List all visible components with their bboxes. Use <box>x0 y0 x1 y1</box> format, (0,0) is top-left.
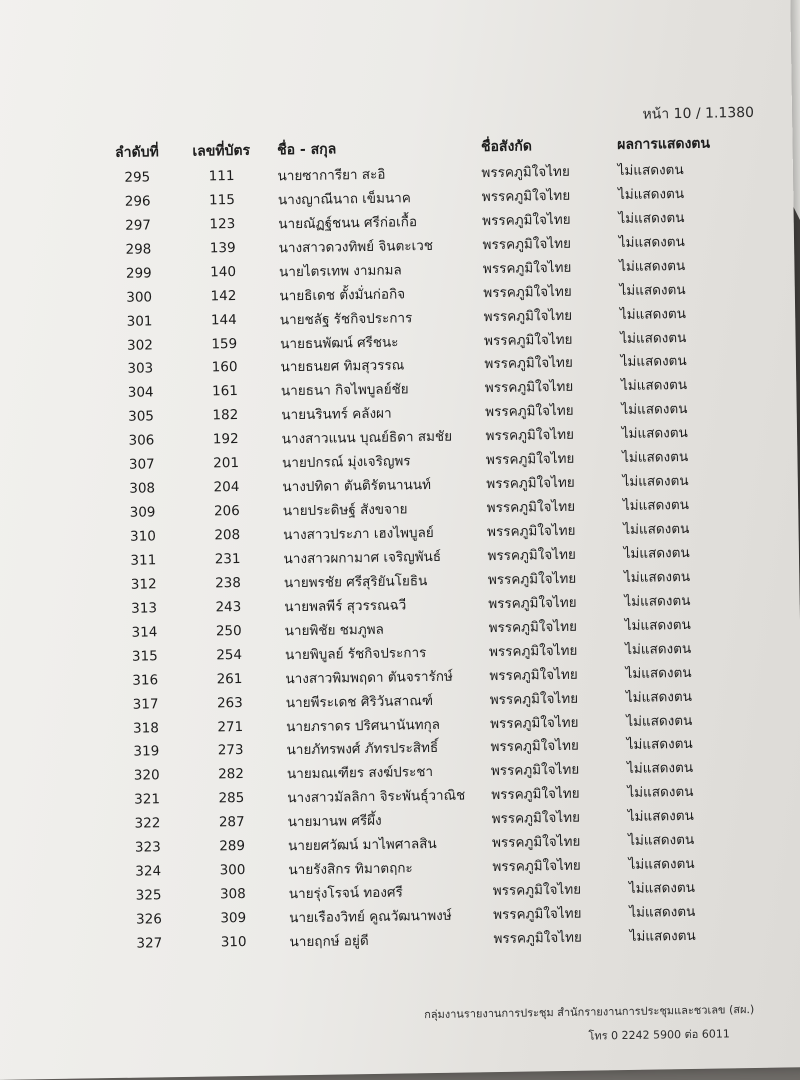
cell-name: นายฤกษ์ อยู่ดี <box>289 932 369 951</box>
cell-name: นายณัฏฐ์ชนน ศรีก่อเกื้อ <box>278 214 418 233</box>
cell-result: ไม่แสดงตน <box>625 688 693 706</box>
cell-result: ไม่แสดงตน <box>617 161 684 179</box>
cell-party: พรรคภูมิใจไทย <box>493 929 582 948</box>
cell-seq: 321 <box>134 791 161 809</box>
cell-seq: 303 <box>127 360 154 378</box>
header-result: ผลการแสดงตน <box>617 135 711 154</box>
cell-seq: 300 <box>126 288 153 306</box>
cell-seq: 318 <box>132 719 159 737</box>
cell-result: ไม่แสดงตน <box>626 712 693 730</box>
cell-name: นายรังสิกร ทิมาตฤกะ <box>288 860 413 879</box>
cell-seq: 319 <box>133 743 160 761</box>
cell-result: ไม่แสดงตน <box>625 664 692 682</box>
cell-name: นายธนพัฒน์ ศรีชนะ <box>280 334 399 352</box>
page-number: หน้า 10 / 1.1380 <box>642 104 755 123</box>
cell-party: พรรคภูมิใจไทย <box>483 307 573 325</box>
cell-result: ไม่แสดงตน <box>623 544 690 562</box>
cell-card-number: 310 <box>220 933 247 951</box>
cell-card-number: 285 <box>218 790 245 807</box>
cell-party: พรรคภูมิใจไทย <box>484 355 573 373</box>
cell-result: ไม่แสดงตน <box>628 879 696 898</box>
cell-card-number: 115 <box>208 191 236 209</box>
cell-name: นางญาณีนาถ เข็มนาค <box>277 190 411 209</box>
cell-party: พรรคภูมิใจไทย <box>493 905 582 924</box>
cell-seq: 310 <box>129 528 156 545</box>
cell-card-number: 208 <box>214 527 241 544</box>
cell-card-number: 192 <box>212 431 239 448</box>
cell-seq: 320 <box>133 767 160 785</box>
cell-seq: 317 <box>132 695 159 713</box>
cell-seq: 309 <box>129 504 156 521</box>
cell-card-number: 300 <box>219 862 246 879</box>
cell-name: นางสาวมัลลิกา จิระพันธุ์วาณิช <box>287 787 466 807</box>
cell-result: ไม่แสดงตน <box>617 185 685 203</box>
cell-name: นายธิเดช ตั้งมั่นก่อกิจ <box>279 286 406 304</box>
cell-result: ไม่แสดงตน <box>626 736 693 754</box>
cell-card-number: 309 <box>220 909 247 927</box>
cell-result: ไม่แสดงตน <box>619 281 686 299</box>
cell-name: นายภราดร ปริศนานันทกุล <box>286 716 441 735</box>
cell-party: พรรคภูมิใจไทย <box>491 786 580 804</box>
footer-office: กลุ่มงานรายงานการประชุม สำนักรายงานการประชุมและชวเลข (สผ.) <box>424 1002 755 1022</box>
cell-seq: 315 <box>131 648 158 665</box>
cell-party: พรรคภูมิใจไทย <box>482 259 572 277</box>
cell-result: ไม่แสดงตน <box>627 784 694 802</box>
cell-seq: 304 <box>127 384 154 402</box>
cell-card-number: 250 <box>215 622 242 640</box>
cell-result: ไม่แสดงตน <box>622 473 689 491</box>
cell-name: นางสาวพิมพฤดา ตันจรารักษ์ <box>285 668 453 687</box>
cell-party: พรรคภูมิใจไทย <box>486 498 576 517</box>
cell-seq: 307 <box>128 456 155 473</box>
cell-card-number: 123 <box>209 215 236 233</box>
cell-party: พรรคภูมิใจไทย <box>490 738 579 756</box>
cell-result: ไม่แสดงตน <box>620 353 687 371</box>
cell-name: นายรุ่งโรจน์ ทองศรี <box>288 884 403 903</box>
cell-card-number: 243 <box>215 598 242 616</box>
cell-name: นายชลัฐ รัชกิจประการ <box>279 309 413 328</box>
cell-party: พรรคภูมิใจไทย <box>488 594 577 612</box>
cell-party: พรรคภูมิใจไทย <box>492 881 582 900</box>
cell-result: ไม่แสดงตน <box>625 640 692 658</box>
cell-name: นางสาวแนน บุณย์ธิดา สมชัย <box>281 428 453 448</box>
cell-seq: 298 <box>125 241 152 258</box>
cell-name: นางสาวดวงทิพย์ จินตะเวช <box>278 237 434 257</box>
cell-result: ไม่แสดงตน <box>629 927 696 945</box>
cell-result: ไม่แสดงตน <box>618 209 685 227</box>
cell-party: พรรคภูมิใจไทย <box>487 570 577 589</box>
cell-seq: 301 <box>126 312 153 330</box>
cell-card-number: 140 <box>210 263 237 281</box>
header-seq: ลำดับที่ <box>114 144 159 161</box>
cell-party: พรรคภูมิใจไทย <box>486 522 576 541</box>
cell-result: ไม่แสดงตน <box>628 856 695 874</box>
cell-party: พรรคภูมิใจไทย <box>488 642 578 660</box>
cell-name: นายพลพีร์ สุวรรณฉวี <box>284 597 407 616</box>
cell-party: พรรคภูมิใจไทย <box>492 857 581 876</box>
header-card-number: เลขที่บัตร <box>192 142 251 160</box>
cell-name: นายภัทรพงศ์ ภัทรประสิทธิ์ <box>286 740 439 759</box>
cell-seq: 312 <box>130 576 157 593</box>
cell-seq: 299 <box>125 265 152 282</box>
cell-card-number: 159 <box>211 335 238 352</box>
cell-seq: 295 <box>124 169 151 186</box>
cell-party: พรรคภูมิใจไทย <box>489 690 579 708</box>
cell-result: ไม่แสดงตน <box>622 497 690 515</box>
cell-name: นายมณเฑียร สงฆ์ประชา <box>286 764 434 783</box>
cell-card-number: 144 <box>210 311 237 329</box>
attendance-table <box>94 130 757 956</box>
cell-seq: 326 <box>135 911 162 928</box>
cell-card-number: 204 <box>213 479 240 496</box>
cell-name: นายประดิษฐ์ สังขจาย <box>282 501 408 520</box>
table-body <box>95 156 757 956</box>
header-name: ชื่อ - สกุล <box>277 141 337 159</box>
cell-party: พรรคภูมิใจไทย <box>491 833 581 852</box>
cell-seq: 314 <box>131 624 158 641</box>
cell-name: นายเรืองวิทย์ คูณวัฒนาพงษ์ <box>289 907 452 927</box>
cell-name: นางปทิดา ตันติรัตนานนท์ <box>282 477 432 496</box>
cell-card-number: 271 <box>217 718 244 735</box>
cell-party: พรรคภูมิใจไทย <box>483 283 572 301</box>
cell-party: พรรคภูมิใจไทย <box>490 714 579 732</box>
cell-name: นายพีระเดช ศิริวันสาณฑ์ <box>285 692 434 711</box>
cell-result: ไม่แสดงตน <box>623 520 690 538</box>
cell-card-number: 201 <box>213 455 240 472</box>
cell-seq: 316 <box>132 671 159 689</box>
cell-seq: 306 <box>128 432 155 450</box>
cell-seq: 305 <box>128 408 155 426</box>
cell-seq: 323 <box>134 839 161 856</box>
cell-card-number: 206 <box>213 503 240 520</box>
cell-result: ไม่แสดงตน <box>621 401 688 419</box>
cell-party: พรรคภูมิใจไทย <box>484 379 574 397</box>
cell-name: นายนรินทร์ คลังผา <box>281 405 392 424</box>
cell-result: ไม่แสดงตน <box>619 305 686 323</box>
cell-seq: 327 <box>136 935 163 952</box>
cell-result: ไม่แสดงตน <box>627 808 694 826</box>
cell-seq: 311 <box>130 552 157 569</box>
cell-party: พรรคภูมิใจไทย <box>489 666 578 684</box>
cell-result: ไม่แสดงตน <box>618 233 685 251</box>
cell-party: พรรคภูมิใจไทย <box>488 618 578 636</box>
cell-name: นายพรชัย ศรีสุริยันโยธิน <box>283 572 428 592</box>
cell-result: ไม่แสดงตน <box>628 832 695 850</box>
cell-party: พรรคภูมิใจไทย <box>486 474 575 493</box>
cell-seq: 302 <box>126 336 153 354</box>
cell-seq: 322 <box>134 815 161 832</box>
cell-card-number: 261 <box>216 670 243 688</box>
cell-card-number: 182 <box>212 407 239 424</box>
cell-card-number: 254 <box>216 646 243 664</box>
cell-card-number: 308 <box>219 886 246 903</box>
cell-party: พรรคภูมิใจไทย <box>482 235 572 253</box>
cell-party: พรรคภูมิใจไทย <box>490 762 580 780</box>
cell-result: ไม่แสดงตน <box>624 616 691 634</box>
cell-party: พรรคภูมิใจไทย <box>481 163 570 182</box>
cell-card-number: 139 <box>209 239 236 257</box>
cell-party: พรรคภูมิใจไทย <box>487 546 576 565</box>
cell-party: พรรคภูมิใจไทย <box>485 427 575 445</box>
cell-seq: 308 <box>129 480 156 497</box>
cell-result: ไม่แสดงตน <box>620 377 688 395</box>
header-party: ชื่อสังกัด <box>480 138 533 156</box>
cell-result: ไม่แสดงตน <box>623 568 691 586</box>
cell-name: นายพิบูลย์ รัชกิจประการ <box>284 644 427 664</box>
cell-result: ไม่แสดงตน <box>621 425 688 443</box>
cell-card-number: 111 <box>208 167 235 185</box>
cell-result: ไม่แสดงตน <box>629 903 696 921</box>
cell-seq: 297 <box>125 217 152 234</box>
cell-card-number: 231 <box>214 550 241 568</box>
cell-name: นางสาวผกามาศ เจริญพันธ์ <box>283 548 442 568</box>
cell-seq: 296 <box>124 193 151 210</box>
cell-party: พรรคภูมิใจไทย <box>481 187 571 206</box>
cell-seq: 313 <box>131 600 158 617</box>
cell-card-number: 160 <box>211 359 238 376</box>
cell-name: นายยศวัฒน์ มาไพศาลสิน <box>287 836 437 855</box>
cell-name: นายธนา กิจไพบูลย์ชัย <box>280 381 409 400</box>
cell-result: ไม่แสดงตน <box>620 329 687 347</box>
footer-phone: โทร 0 2242 5900 ต่อ 6011 <box>588 1027 730 1043</box>
cell-card-number: 282 <box>218 766 245 783</box>
cell-result: ไม่แสดงตน <box>619 257 686 275</box>
cell-party: พรรคภูมิใจไทย <box>482 211 571 229</box>
cell-party: พรรคภูมิใจไทย <box>483 331 573 349</box>
cell-party: พรรคภูมิใจไทย <box>485 450 575 469</box>
cell-name: นายพิชัย ชมภูพล <box>284 621 384 640</box>
cell-seq: 324 <box>135 863 162 880</box>
cell-card-number: 273 <box>217 742 244 759</box>
cell-card-number: 263 <box>216 694 243 711</box>
cell-name: นายปกรณ์ มุ่งเจริญพร <box>281 453 411 472</box>
cell-result: ไม่แสดงตน <box>622 449 689 467</box>
cell-card-number: 161 <box>211 383 239 400</box>
cell-card-number: 287 <box>218 814 245 831</box>
cell-name: นายซาการียา สะอิ <box>277 166 386 185</box>
cell-name: นายไตรเทพ งามกมล <box>278 262 402 281</box>
cell-card-number: 142 <box>210 287 237 305</box>
cell-seq: 325 <box>135 887 162 904</box>
cell-party: พรรคภูมิใจไทย <box>491 809 581 828</box>
cell-card-number: 289 <box>219 838 246 855</box>
cell-name: นางสาวประภา เฮงไพบูลย์ <box>283 524 434 544</box>
cell-card-number: 238 <box>215 574 242 592</box>
cell-name: นายมานพ ศรีผึ้ง <box>287 813 382 831</box>
cell-name: นายธนยศ ทิมสุวรรณ <box>280 357 405 376</box>
cell-party: พรรคภูมิใจไทย <box>485 403 574 421</box>
cell-result: ไม่แสดงตน <box>626 760 694 778</box>
cell-result: ไม่แสดงตน <box>624 592 691 610</box>
